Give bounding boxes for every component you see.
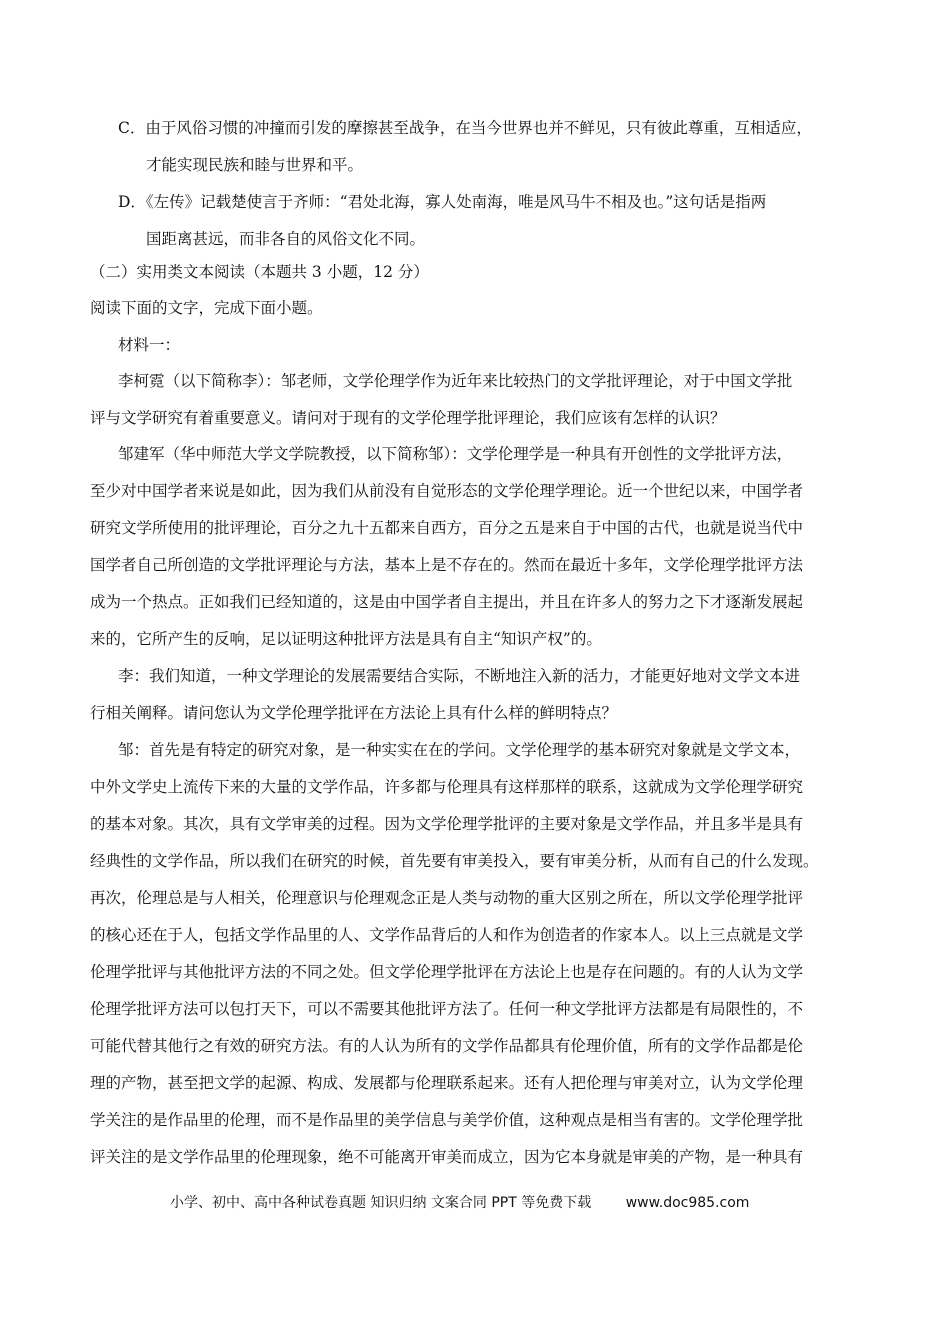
body-line: 成为一个热点。正如我们已经知道的，这是由中国学者自主提出，并且在许多人的努力之下才逐渐发展起	[90, 593, 804, 611]
page-footer	[170, 1192, 749, 1212]
body-line: 评与文学研究有着重要意义。请问对于现有的文学伦理学批评理论，我们应该有怎样的认识？	[90, 409, 726, 427]
body-line: 来的，它所产生的反响，足以证明这种批评方法是具有自主“知识产权”的。	[90, 630, 602, 648]
body-line: 李：我们知道，一种文学理论的发展需要结合实际，不断地注入新的活力，才能更好地对文学文本进	[118, 667, 801, 685]
option-d-line-2: 国距离甚远，而非各自的风俗文化不同。	[146, 230, 426, 248]
body-line: 理的产物，甚至把文学的起源、构成、发展都与伦理联系起来。还有人把伦理与审美对立，认为文学伦理	[90, 1074, 804, 1092]
body-line: 至少对中国学者来说是如此，因为我们从前没有自觉形态的文学伦理学理论。近一个世纪以来，中国学者	[90, 482, 804, 500]
body-line: 经典性的文学作品，所以我们在研究的时候，首先要有审美投入，要有审美分析，从而有自己的什么发现。	[90, 852, 819, 870]
body-line: 邹建军（华中师范大学文学院教授，以下简称邹）：文学伦理学是一种具有开创性的文学批评方法，	[118, 445, 793, 463]
body-line: 邹：首先是有特定的研究对象，是一种实实在在的学问。文学伦理学的基本研究对象就是文学文本，	[118, 741, 801, 759]
body-line: 中外文学史上流传下来的大量的文学作品，许多都与伦理具有这样那样的联系，这就成为文学伦理学研究	[90, 778, 804, 796]
reading-instruction: 阅读下面的文字，完成下面小题。	[90, 299, 323, 317]
footer-site-link[interactable]: www.doc985.com	[625, 1195, 750, 1211]
body-line: 学关注的是作品里的伦理，而不是作品里的美学信息与美学价值，这种观点是相当有害的。文学伦理学批	[90, 1111, 804, 1129]
section-heading: （二）实用类文本阅读（本题共 3 小题，12 分）	[90, 263, 429, 281]
body-line: 的核心还在于人，包括文学作品里的人、文学作品背后的人和作为创造者的作家本人。以上三点就是文学	[90, 926, 804, 944]
body-line: 行相关阐释。请问您认为文学伦理学批评在方法论上具有什么样的鲜明特点？	[90, 704, 618, 722]
body-line: 研究文学所使用的批评理论，百分之九十五都来自西方，百分之五是来自于中国的古代，也就是说当代中	[90, 519, 804, 537]
body-line: 的基本对象。其次，具有文学审美的过程。因为文学伦理学批评的主要对象是文学作品，并且多半是具有	[90, 815, 804, 833]
option-d-line-1: D．《左传》记载楚使言于齐师：“君处北海，寡人处南海，唯是风马牛不相及也。”这句话是指两	[118, 193, 767, 211]
body-line: 可能代替其他行之有效的研究方法。有的人认为所有的文学作品都具有伦理价值，所有的文学作品都是伦	[90, 1037, 804, 1055]
body-line: 再次，伦理总是与人相关，伦理意识与伦理观念正是人类与动物的重大区别之所在，所以文学伦理学批评	[90, 889, 804, 907]
body-line: 国学者自己所创造的文学批评理论与方法，基本上是不存在的。然而在最近十多年，文学伦理学批评方法	[90, 556, 804, 574]
body-line: 评关注的是文学作品里的伦理现象，绝不可能离开审美而成立，因为它本身就是审美的产物，是一种具有	[90, 1148, 804, 1166]
material-label: 材料一：	[118, 336, 181, 354]
body-line: 李柯霓（以下简称李）：邹老师，文学伦理学作为近年来比较热门的文学批评理论，对于中国文学批	[118, 372, 793, 390]
body-line: 伦理学批评方法可以包打天下，可以不需要其他批评方法了。任何一种文学批评方法都是有局限性的，不	[90, 1000, 804, 1018]
option-c-line-1: C．由于风俗习惯的冲撞而引发的摩擦甚至战争，在当今世界也并不鲜见，只有彼此尊重，互相适应，	[118, 119, 812, 137]
option-c-line-2: 才能实现民族和睦与世界和平。	[146, 156, 364, 174]
body-line: 伦理学批评与其他批评方法的不同之处。但文学伦理学批评在方法论上也是存在问题的。有的人认为文学	[90, 963, 804, 981]
footer-text: 小学、初中、高中各种试卷真题 知识归纳 文案合同 PPT 等免费下载	[170, 1195, 592, 1211]
